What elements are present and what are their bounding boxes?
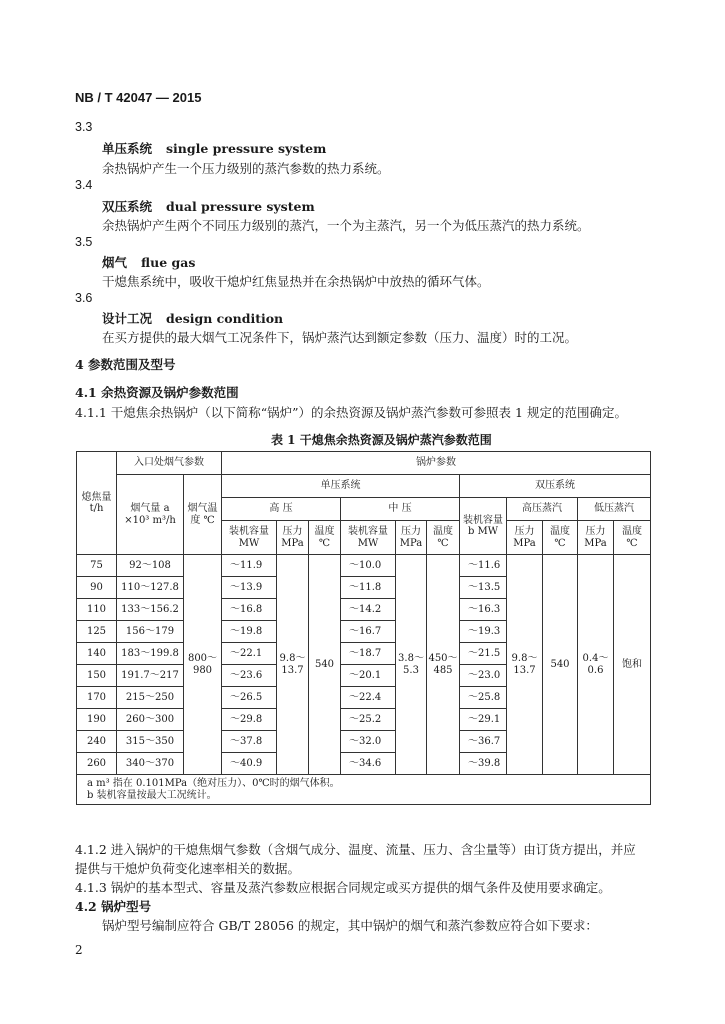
cell-mp-capacity: ～25.2 xyxy=(341,709,396,731)
header-pressure: 压力 MPa xyxy=(277,521,309,555)
cell-flow: 260～300 xyxy=(117,709,184,731)
term-heading xyxy=(102,253,195,271)
cell-mp-capacity: ～34.6 xyxy=(341,753,396,775)
header-pressure: 压力 MPa xyxy=(507,521,543,555)
cell-hp-capacity: ～26.5 xyxy=(222,687,277,709)
section-4-1-2-text-cont: 提供与干熄炉负荷变化速率相关的数据。 xyxy=(75,861,301,876)
header-boiler: 锅炉参数 xyxy=(222,452,651,475)
term-heading xyxy=(102,309,283,327)
term-definition: 在买方提供的最大烟气工况条件下，锅炉蒸汽达到额定参数（压力、温度）时的工况。 xyxy=(102,330,578,345)
cell-flow: 215～250 xyxy=(117,687,184,709)
table-row xyxy=(77,555,651,577)
header-capacity: 装机容量 MW xyxy=(341,521,396,555)
cell-mp-capacity: ～11.8 xyxy=(341,577,396,599)
cell-coke: 150 xyxy=(77,665,117,687)
header-pressure: 压力 MPa xyxy=(578,521,614,555)
cell-flow: 110～127.8 xyxy=(117,577,184,599)
header-inlet: 入口处烟气参数 xyxy=(117,452,222,475)
cell-flow: 156～179 xyxy=(117,621,184,643)
term-cn: 双压系统 xyxy=(102,199,153,214)
header-medium-pressure: 中 压 xyxy=(341,498,460,521)
cell-dual-capacity: ～25.8 xyxy=(460,687,507,709)
header-lp-steam: 低压蒸汽 xyxy=(578,498,651,521)
section-number: 3.6 xyxy=(75,291,93,305)
table-note-a: a m³ 指在 0.101MPa（绝对压力）、0℃时的烟气体积。 xyxy=(87,778,340,789)
term-heading xyxy=(102,139,326,157)
header-temperature: 温度 ℃ xyxy=(543,521,578,555)
cell-coke: 90 xyxy=(77,577,117,599)
section-4-heading: 4 参数范围及型号 xyxy=(75,357,176,372)
document-header: NB / T 42047 — 2015 xyxy=(75,90,202,105)
cell-coke: 110 xyxy=(77,599,117,621)
section-4-1-2-text: 4.1.2 进入锅炉的干熄焦烟气参数（含烟气成分、温度、流量、压力、含尘量等）由订货方提出，并应 xyxy=(75,842,636,857)
section-4-2-text: 锅炉型号编制应符合 GB/T 28056 的规定，其中锅炉的烟气和蒸汽参数应符合如下要求： xyxy=(102,918,598,933)
term-definition: 余热锅炉产生一个压力级别的蒸汽参数的热力系统。 xyxy=(102,161,390,176)
cell-coke: 140 xyxy=(77,643,117,665)
header-dual-capacity: 装机容量 b MW xyxy=(460,498,507,555)
header-capacity: 装机容量 MW xyxy=(222,521,277,555)
cell-dual-capacity: ～13.5 xyxy=(460,577,507,599)
cell-hp-temp: 540 xyxy=(309,555,341,775)
cell-dual-capacity: ～36.7 xyxy=(460,731,507,753)
cell-hp-capacity: ～16.8 xyxy=(222,599,277,621)
cell-dual-lp-pressure: 0.4～0.6 xyxy=(578,555,614,775)
table-note-b: b 装机容量按最大工况统计。 xyxy=(87,789,217,801)
header-single-pressure: 单压系统 xyxy=(222,475,460,498)
cell-hp-capacity: ～40.9 xyxy=(222,753,277,775)
cell-coke: 170 xyxy=(77,687,117,709)
cell-dual-lp-temp: 饱和 xyxy=(614,555,651,775)
cell-mp-pressure: 3.8～5.3 xyxy=(396,555,427,775)
cell-gas-temp: 800～980 xyxy=(184,555,222,775)
term-en: single pressure system xyxy=(166,141,327,156)
term-heading xyxy=(102,197,315,215)
cell-hp-capacity: ～23.6 xyxy=(222,665,277,687)
cell-flow: 92～108 xyxy=(117,555,184,577)
cell-dual-hp-temp: 540 xyxy=(543,555,578,775)
cell-mp-capacity: ～20.1 xyxy=(341,665,396,687)
parameter-table xyxy=(76,451,651,805)
cell-coke: 75 xyxy=(77,555,117,577)
section-4-1-1-text: 4.1.1 干熄焦余热锅炉（以下简称“锅炉”）的余热资源及锅炉蒸汽参数可参照表 1 规定的范围确定。 xyxy=(75,405,627,420)
term-cn: 烟气 xyxy=(102,255,128,270)
term-cn: 单压系统 xyxy=(102,141,153,156)
cell-hp-pressure: 9.8～13.7 xyxy=(277,555,309,775)
page-number: 2 xyxy=(75,943,83,957)
cell-coke: 125 xyxy=(77,621,117,643)
cell-flow: 183～199.8 xyxy=(117,643,184,665)
cell-dual-capacity: ～29.1 xyxy=(460,709,507,731)
term-en: flue gas xyxy=(141,255,196,270)
section-number: 3.3 xyxy=(75,120,93,134)
header-hp-steam: 高压蒸汽 xyxy=(507,498,578,521)
section-4-2-heading: 4.2 锅炉型号 xyxy=(75,899,152,914)
cell-flow: 340～370 xyxy=(117,753,184,775)
table-caption: 表 1 干熄焦余热资源及锅炉蒸汽参数范围 xyxy=(271,433,492,447)
cell-dual-capacity: ～23.0 xyxy=(460,665,507,687)
term-definition: 干熄焦系统中，吸收干熄炉红焦显热并在余热锅炉中放热的循环气体。 xyxy=(102,274,490,289)
header-coke: 熄焦量 t/h xyxy=(77,452,117,555)
header-gas-flow: 烟气量 a ×10³ m³/h xyxy=(117,475,184,555)
cell-mp-temp: 450～485 xyxy=(427,555,460,775)
cell-hp-capacity: ～22.1 xyxy=(222,643,277,665)
cell-mp-capacity: ～10.0 xyxy=(341,555,396,577)
cell-dual-capacity: ～21.5 xyxy=(460,643,507,665)
header-temperature: 温度 ℃ xyxy=(309,521,341,555)
cell-mp-capacity: ～22.4 xyxy=(341,687,396,709)
term-en: design condition xyxy=(166,311,284,326)
header-temperature: 温度 ℃ xyxy=(427,521,460,555)
cell-dual-capacity: ～16.3 xyxy=(460,599,507,621)
cell-dual-hp-pressure: 9.8～13.7 xyxy=(507,555,543,775)
table-notes xyxy=(77,775,651,805)
cell-dual-capacity: ～19.3 xyxy=(460,621,507,643)
cell-mp-capacity: ～16.7 xyxy=(341,621,396,643)
header-temperature: 温度 ℃ xyxy=(614,521,651,555)
section-number: 3.5 xyxy=(75,235,93,249)
cell-hp-capacity: ～29.8 xyxy=(222,709,277,731)
cell-dual-capacity: ～11.6 xyxy=(460,555,507,577)
cell-mp-capacity: ～32.0 xyxy=(341,731,396,753)
cell-coke: 190 xyxy=(77,709,117,731)
cell-coke: 240 xyxy=(77,731,117,753)
section-number: 3.4 xyxy=(75,178,93,192)
cell-mp-capacity: ～18.7 xyxy=(341,643,396,665)
header-high-pressure: 高 压 xyxy=(222,498,341,521)
term-en: dual pressure system xyxy=(166,199,315,214)
header-dual-pressure: 双压系统 xyxy=(460,475,651,498)
cell-dual-capacity: ～39.8 xyxy=(460,753,507,775)
cell-coke: 260 xyxy=(77,753,117,775)
header-pressure: 压力 MPa xyxy=(396,521,427,555)
term-cn: 设计工况 xyxy=(102,311,153,326)
cell-flow: 133～156.2 xyxy=(117,599,184,621)
term-definition: 余热锅炉产生两个不同压力级别的蒸汽，一个为主蒸汽，另一个为低压蒸汽的热力系统。 xyxy=(102,218,590,233)
header-gas-temp: 烟气温度 ℃ xyxy=(184,475,222,555)
cell-hp-capacity: ～19.8 xyxy=(222,621,277,643)
section-4-1-3-text: 4.1.3 锅炉的基本型式、容量及蒸汽参数应根据合同规定或买方提供的烟气条件及使用要求确定。 xyxy=(75,880,611,895)
cell-hp-capacity: ～13.9 xyxy=(222,577,277,599)
section-4-1-heading: 4.1 余热资源及锅炉参数范围 xyxy=(75,385,239,400)
cell-hp-capacity: ～37.8 xyxy=(222,731,277,753)
cell-hp-capacity: ～11.9 xyxy=(222,555,277,577)
cell-flow: 191.7～217 xyxy=(117,665,184,687)
cell-flow: 315～350 xyxy=(117,731,184,753)
cell-mp-capacity: ～14.2 xyxy=(341,599,396,621)
